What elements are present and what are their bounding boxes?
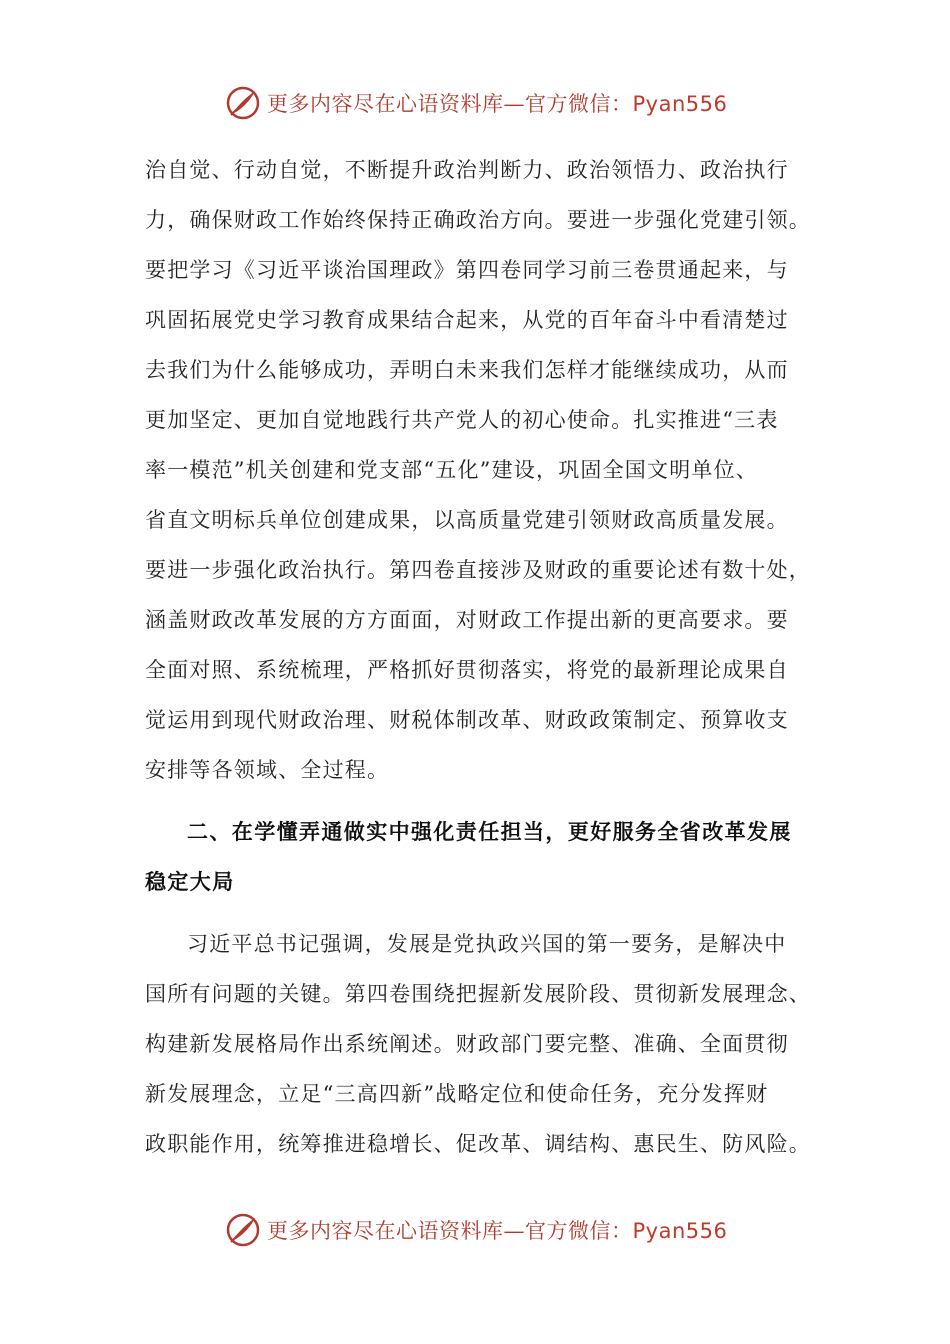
text-line: 构建新发展格局作出系统阐述。财政部门要完整、准确、全面贯彻 xyxy=(145,1032,789,1056)
text-line: 新发展理念，立足“三高四新”战略定位和使命任务，充分发挥财 xyxy=(145,1082,769,1106)
wechat-id: Pyan556 xyxy=(632,1219,728,1243)
section-heading xyxy=(145,807,825,907)
text-line: 要进一步强化政治执行。第四卷直接涉及财政的重要论述有数十处， xyxy=(145,558,811,582)
text-line: 安排等各领域、全过程。 xyxy=(145,758,390,782)
text-line: 觉运用到现代财政治理、财税体制改革、财政政策制定、预算收支 xyxy=(145,708,789,732)
paragraph-2 xyxy=(145,919,825,1169)
banner-label: 更多内容尽在心语资料库—官方微信： xyxy=(267,1219,633,1243)
heading-line: 稳定大局 xyxy=(145,869,235,894)
document-body xyxy=(145,145,825,1169)
banner-text xyxy=(267,88,727,118)
heading-line: 二、在学懂弄通做实中强化责任担当，更好服务全省改革发展 xyxy=(187,819,792,844)
footer-watermark-banner xyxy=(225,1210,745,1250)
text-line: 政职能作用，统筹推进稳增长、促改革、调结构、惠民生、防风险。 xyxy=(145,1132,811,1156)
text-line: 巩固拓展党史学习教育成果结合起来，从党的百年奋斗中看清楚过 xyxy=(145,308,789,332)
header-watermark-banner xyxy=(225,83,745,123)
text-line: 更加坚定、更加自觉地践行共产党人的初心使命。扎实推进“三表 xyxy=(145,408,779,432)
text-line: 涵盖财政改革发展的方方面面，对财政工作提出新的更高要求。要 xyxy=(145,608,789,632)
text-line: 习近平总书记强调，发展是党执政兴国的第一要务，是解决中 xyxy=(187,932,787,956)
banner-label: 更多内容尽在心语资料库—官方微信： xyxy=(267,92,633,116)
text-line: 省直文明标兵单位创建成果，以高质量党建引领财政高质量发展。 xyxy=(145,508,789,532)
text-line: 治自觉、行动自觉，不断提升政治判断力、政治领悟力、政治执行 xyxy=(145,158,789,182)
quill-pen-icon xyxy=(225,1212,261,1248)
banner-text xyxy=(267,1215,727,1245)
quill-pen-icon xyxy=(225,85,261,121)
text-line: 要把学习《习近平谈治国理政》第四卷同学习前三卷贯通起来，与 xyxy=(145,258,789,282)
wechat-id: Pyan556 xyxy=(632,92,728,116)
text-line: 力，确保财政工作始终保持正确政治方向。要进一步强化党建引领。 xyxy=(145,208,811,232)
text-line: 国所有问题的关键。第四卷围绕把握新发展阶段、贯彻新发展理念、 xyxy=(145,982,811,1006)
text-line: 去我们为什么能够成功，弄明白未来我们怎样才能继续成功，从而 xyxy=(145,358,789,382)
text-line: 全面对照、系统梳理，严格抓好贯彻落实，将党的最新理论成果自 xyxy=(145,658,789,682)
paragraph-1 xyxy=(145,145,825,795)
text-line: 率一模范”机关创建和党支部“五化”建设，巩固全国文明单位、 xyxy=(145,458,759,482)
